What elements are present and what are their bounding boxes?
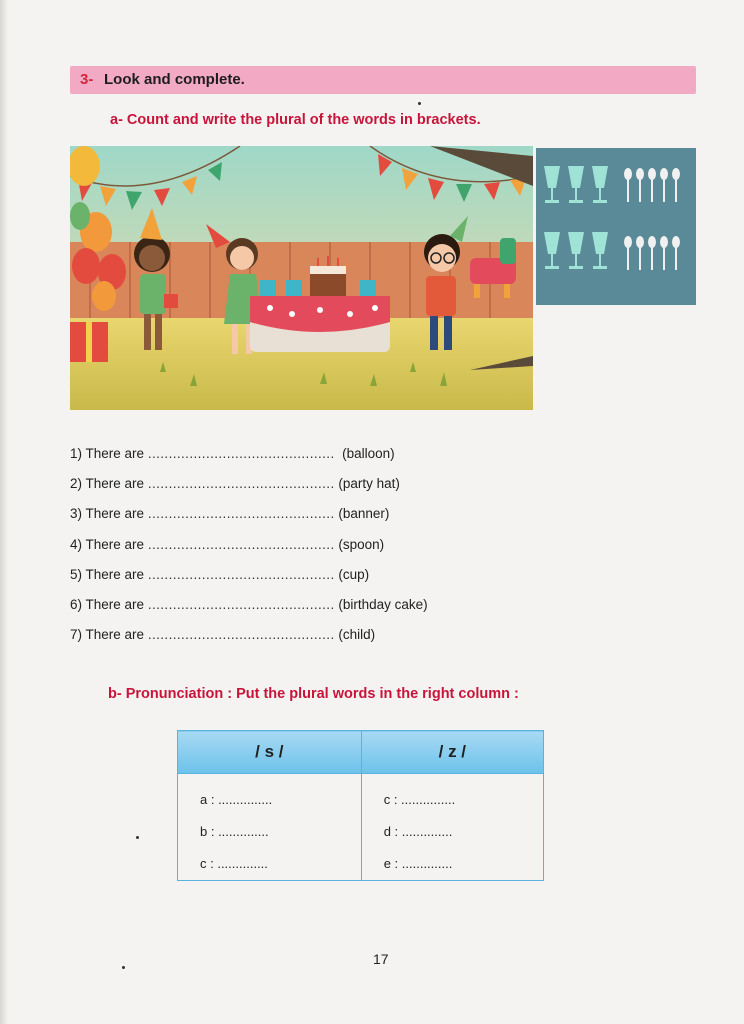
answer-blank[interactable]: ............................................. [147,627,335,642]
speck [418,102,421,105]
section-number: 3- [80,71,94,88]
sentence-5: 5) There are ............................................. (cup) [70,567,370,582]
sentence-2: 2) There are ............................................. (party hat) [70,476,400,491]
answer-slot-z-d[interactable]: d : .............. [383,824,453,839]
sentence-7: 7) There are ............................................. (child) [70,627,376,642]
answer-slot-s-b[interactable]: b : .............. [200,824,269,839]
sentence-4: 4) There are ............................................. (spoon) [70,537,385,552]
answer-slot-z-e[interactable]: e : .............. [383,856,453,871]
answer-blank[interactable]: ............................................. [147,537,335,552]
section-title: Look and complete. [104,71,245,88]
column-z-header: / z / [361,731,543,774]
answer-blank[interactable]: ............................................. [147,506,335,521]
part-a-heading: a- Count and write the plural of the words in brackets. [110,112,481,128]
sentence-3: 3) There are ............................................. (banner) [70,506,390,521]
column-s-cell [178,774,362,881]
answer-blank[interactable]: ............................................. [147,476,335,491]
page-edge [0,0,8,1024]
answer-blank[interactable]: ............................................. [147,567,335,582]
answer-blank[interactable]: ............................................. [147,446,335,461]
answer-slot-z-c[interactable]: c : ............... [383,792,456,807]
column-s-header: / s / [178,731,362,774]
page-number: 17 [373,951,389,967]
answer-blank[interactable]: ............................................. [147,597,335,612]
answer-slot-s-c[interactable]: c : .............. [200,856,268,871]
column-z-cell [361,774,543,881]
answer-slot-s-a[interactable]: a : ............... [200,792,273,807]
sentence-6: 6) There are ............................................. (birthday cake) [70,597,428,612]
speck [136,836,139,839]
sentence-1: 1) There are ............................................. (balloon) [70,446,395,461]
pronunciation-table [177,730,544,881]
glasses-spoons-illustration [536,148,696,305]
part-b-heading: b- Pronunciation : Put the plural words in the right column : [108,686,519,702]
section-banner [70,66,696,94]
speck [122,966,125,969]
party-illustration [70,146,533,410]
